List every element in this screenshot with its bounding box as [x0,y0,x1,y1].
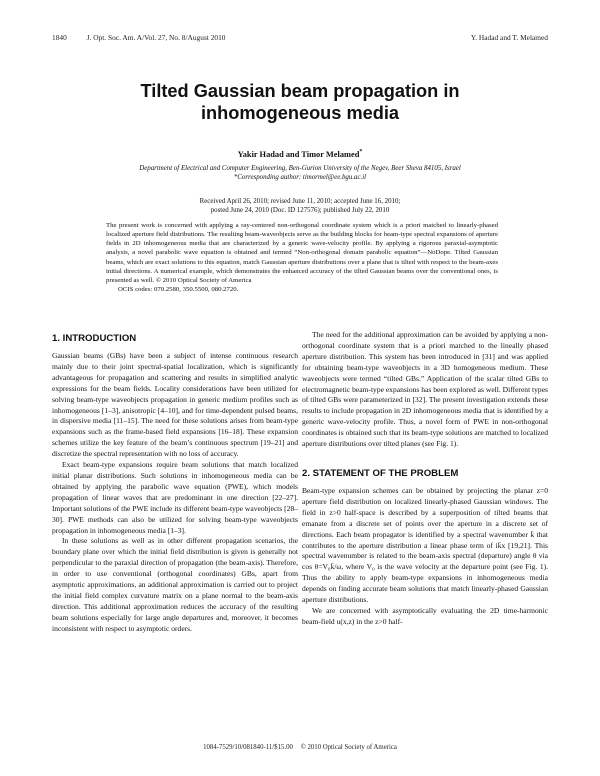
corresponding-author: *Corresponding author: timormel@ee.bgu.ac.il [233,174,367,182]
abstract-text: The present work is concerned with applying a ray-centered non-orthogonal coordinate system which is a priori matched to linearly-phased localized aperture field distributions. The resulting beam-waveobjects serve as the building blocks for beam-type spectral expansions of aperture fields in 2D inhomogeneous media that are characterized by a generic wave-velocity profile. By applying a rigorous paraxial-asymptotic analysis, a novel parabolic wave equation is obtained and termed “Non-orthogonal domain parabolic equation”—NoDope. Tilted Gaussian beams, which are exact solutions to this equation, match Gaussian aperture distributions over a plane that is tilted with respect to the beam-axes initial directions. A numerical example, which demonstrates the enhanced accuracy of the tilted Gaussian beams over the conventional ones, is presented as well. © 2010 Optical Society of America [106,222,498,284]
received-line-2: posted June 24, 2010 (Doc. ID 127576); published July 22, 2010 [210,207,390,215]
intro-paragraph-1: Gaussian beams (GBs) have been a subject of intense continuous research mainly due to their joint spectral-spatial localization, which is significantly advantageous for propagation and scattering and results in simplified analytic expressions for the beam fields. Locality considerations have been utilized for solving beam-type waveobjects propagation in generic medium profiles such as inhomogeneous [1–3], anisotropic [4–10], and for time-dependent pulsed beams, in dispersive media [11–15]. The need for these solutions arises from beam-type expansions such as the frame-based field expansions [16–18]. These expansion schemes utilize the key feature of the beam’s continuous spectrum [19–21] and discretize the spectral representation with no loss of accuracy. [52,351,298,459]
page-footer [0,744,600,751]
paper-title [40,80,560,124]
author-mark: * [359,149,363,155]
title-line-1: Tilted Gaussian beam propagation in [140,81,460,101]
section-heading-introduction: 1. INTRODUCTION [52,333,137,344]
intro-paragraph-4: The need for the additional approximation can be avoided by applying a non-orthogonal coordinate system that is a priori matched to the lineally phased aperture distribution. This system has been introduced in [31] and was applied for obtaining beam-type waveobjects in a 3D homogeneous medium. These waveobjects were termed “tilted GBs.” Application of the scalar tilted GBs to electromagnetic beam-type expansions has been explored as well. Different types of tilted GBs were parameterized in [32]. The present investigation extends these results to include propagation in 2D inhomogeneous media that is identified by a generic wave-velocity profile. Thus, a novel form of PWE in non-orthogonal coordinates is obtained such that its beam-type solutions are matched to localized aperture distributions over tilted planes (see Fig. 1). [302,330,548,449]
ocis-codes: OCIS codes: 070.2580, 350.5500, 080.2720. [118,286,239,294]
right-column [302,330,548,628]
statement-paragraph-1: Beam-type expansion schemes can be obtained by projecting the planar z=0 aperture field distribution on localized linearly-phased Gaussian windows. The field in z>0 half-space is described by a superposition of tilted beams that emanate from a discrete set of points over the aperture in a discrete set of directions. Each beam propagator is identified by a spectral wavenumber k̄ that contributes to the aperture distribution a linear phase term of ik̄x [19,21]. This spectral wavenumber is related to the beam-axis spectral (departure) angle θ via cos θ=V₀k̄/ω, where V₀ is the wave velocity at the departure point (see Fig. 1). Thus the ability to apply beam-type expansions in inhomogeneous media depends on finding accurate beam solutions that match linearly-phased Gaussian aperture distributions. [302,485,548,605]
header-left [52,33,226,42]
intro-paragraph-3: In these solutions as well as in other different propagation scenarios, the boundary plane over which the initial field distribution is given is generally not perpendicular to the paraxial direction of propagation (the beam-axis). Therefore, in order to use conventional (orthogonal coordinates) GBs, apart from asymptotic approximations, an additional approximation is carried out to project the initial field complex curvature matrix on a plane normal to the beam-axis direction. This additional approximation reduces the accuracy of the resulting beam solutions especially for large angle departures and, moreover, it becomes inconsistent with respect to asymptotic orders. [52,536,298,633]
received-line-1: Received April 26, 2010; revised June 11, 2010; accepted June 16, 2010; [199,198,401,205]
page-number: 1840 [52,33,67,42]
received-dates [90,197,510,216]
intro-paragraph-2: Exact beam-type expansions require beam solutions that match localized initial planar distributions. Such solutions in inhomogeneous media can be obtained by applying the parabolic wave equation (PWE), which models propagation of linear waves that are predominant in one direction [22–27]. Important solutions of the PWE include its different beam-type waveobjects [28–30]. PWE methods can also be utilized for solving beam-type waveobjects propagation in inhomogeneous media [1–3]. [52,460,298,535]
affiliation: Department of Electrical and Computer Engineering, Ben-Gurion University of the Negev, Beer Sheva 84105, Israel [139,165,461,172]
footer-copyright: © 2010 Optical Society of America [300,744,397,751]
running-header [52,33,548,45]
author-line [0,149,600,159]
journal-citation: J. Opt. Soc. Am. A/Vol. 27, No. 8/August 2010 [86,33,226,42]
title-line-2: inhomogeneous media [200,103,400,123]
abstract [106,221,498,294]
author-names: Yakir Hadad and Timor Melamed [237,149,360,159]
footer-code: 1084-7529/10/081840-11/$15.00 [203,744,293,751]
affiliation-block [40,164,560,183]
statement-paragraph-2: We are concerned with asymptotically evaluating the 2D time-harmonic beam-field u(x,z) in the z>0 half- [302,605,548,626]
section-heading-statement: 2. STATEMENT OF THE PROBLEM [302,467,459,479]
header-authors: Y. Hadad and T. Melamed [470,33,548,42]
left-column [52,330,298,635]
